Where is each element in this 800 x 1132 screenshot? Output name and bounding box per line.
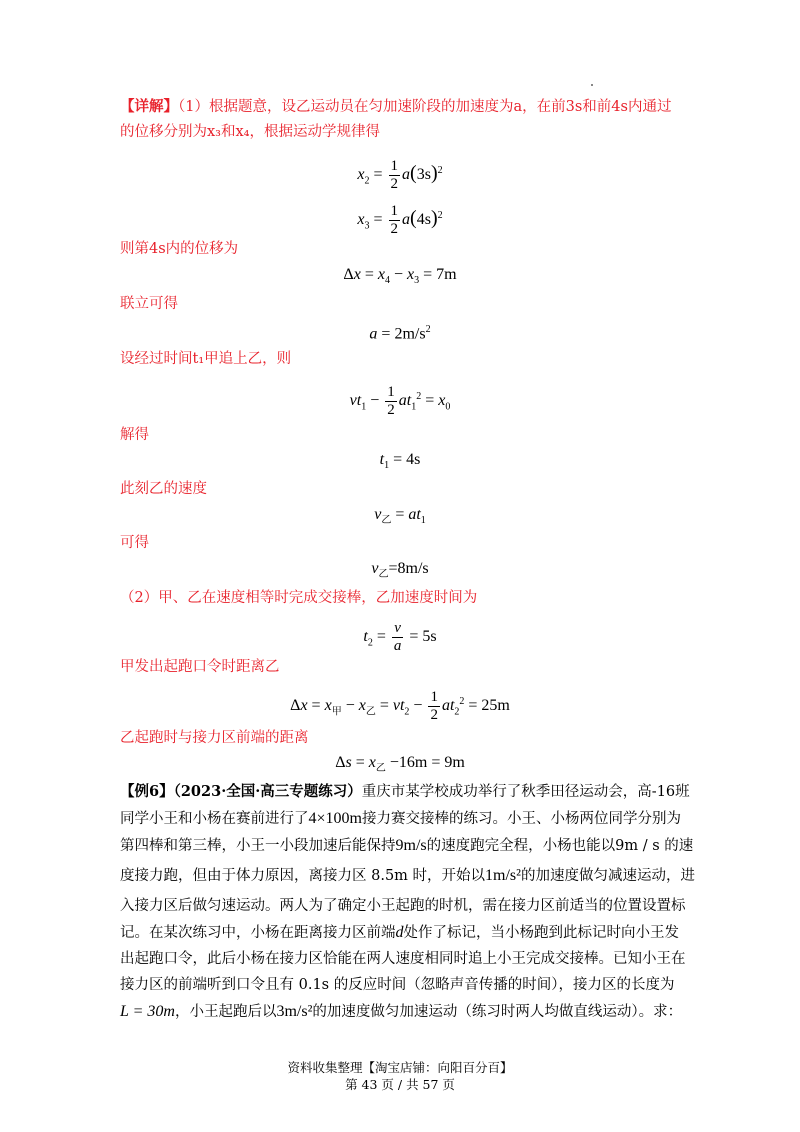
example-math-relay: 4×100m [308,810,362,827]
example-line-6 [120,922,679,944]
detail-text-part2: （2）甲、乙在速度相等时完成交接棒，乙加速度时间为 [120,590,478,606]
detail-text-obtain: 可得 [120,535,149,551]
footer-page-number: 第 43 页 / 共 57 页 [345,1077,455,1092]
example-text-1: 重庆市某学校成功举行了秋季田径运动会，高-16班 [361,784,690,800]
example-text-4b: 的加速度做匀减速运动，进 [520,868,695,884]
example-line-4 [120,865,695,887]
example-math-speed: 9m/s [395,837,427,854]
equation-v-b-value: $v_乙=8m/s$ [371,560,429,581]
example-math-decel: 1m/s² [485,867,521,884]
equation-v-b: $v_乙 = at_1$ [374,506,426,527]
equation-delta-s: $\Delta s = x_乙 -16m = 9m$ [335,754,465,775]
example-text-3b: 的速度跑完全程，小杨也能以9m / s 的速 [426,838,694,854]
example-line-9 [120,1001,682,1023]
example-text-4a: 度接力跑，但由于体力原因，离接力区 8.5m 时，开始以 [120,868,486,884]
detail-text-distance: 甲发出起跑口令时距离乙 [120,659,280,675]
detail-text-combine: 联立可得 [120,296,178,312]
example-math-d: d [395,924,404,941]
equation-delta-x: $\Delta x = x_4 - x_3 = 7m$ [343,266,457,287]
equation-catch-up: $vt_1$ − $\frac{1}{2}$ $at_1^2 = x_0$ [349,384,451,418]
example-line-3 [120,835,693,857]
detail-intro-1: （1）根据题意，设乙运动员在匀加速阶段的加速度为a，在前3s和前4s内通过 [178,99,672,115]
equation-x2: $x_2$ = $\frac{1}{2}$ $a(3s)^2$ [357,158,443,192]
detail-text-speed-b: 此刻乙的速度 [120,481,207,497]
example-line-2 [120,808,681,830]
detail-text-fourth-second: 则第4s内的位移为 [120,241,239,257]
example-text-3a: 第四棒和第三棒，小王一小段加速后能保持 [120,838,396,854]
example-source: （2023·全国·高三专题练习） [173,783,362,800]
example-line-1 [120,781,690,803]
example-line-7: 出起跑口令，此后小杨在接力区恰能在两人速度相同时追上小王完成交接棒。已知小王在 [120,951,686,967]
equation-x3: $x_3$ = $\frac{1}{2}$ $a(4s)^2$ [357,203,443,237]
example-line-8: 接力区的前端听到口令且有 0.1s 的反应时间（忽略声音传播的时间），接力区的长度为 [120,977,675,993]
detail-text-front-end: 乙起跑时与接力区前端的距离 [120,730,309,746]
example-text-9a: ，小王起跑后以 [174,1004,277,1020]
footer-source: 资料收集整理【淘宝店铺：向阳百分百】 [287,1060,513,1075]
equation-acceleration: $a = 2m/s^2$ [369,324,431,343]
example-line-5: 入接力区后做匀速运动。两人为了确定小王起跑的时机，需在接力区前适当的位置设置标 [120,898,686,914]
example-math-accel: 3m/s² [276,1003,313,1020]
detail-text-solve: 解得 [120,427,149,443]
example-text-6b: 处作了标记，当小杨跑到此标记时向小王发 [403,925,679,941]
detail-line-1 [120,96,671,118]
equation-distance: $\Delta x = x_甲 - x_乙 = vt_2$ − $\frac{1}{2}$ $at_2^2 = 25m$ [290,689,510,723]
detail-line-2: 的位移分别为x₃和x₄，根据运动学规律得 [120,124,380,140]
example-text-9b: 的加速度做匀加速运动（练习时两人均做直线运动）。求： [312,1004,683,1020]
equation-t1: $t_1 = 4s$ [379,451,421,472]
detail-tag: 【详解】 [120,98,178,115]
example-label: 【例6】 [120,783,174,800]
speck [591,84,593,86]
equation-t2: $t_2$ = $\frac{v}{a}$ = 5s [363,620,437,654]
detail-text-time-t1: 设经过时间t₁甲追上乙，则 [120,351,292,367]
example-text-6a: 记。在某次练习中，小杨在距离接力区前端 [120,925,396,941]
example-text-2b: 接力赛交接棒的练习。小王、小杨两位同学分别为 [361,811,681,827]
example-text-2a: 同学小王和小杨在赛前进行了 [120,811,309,827]
example-math-length: L = 30m [120,1003,175,1020]
